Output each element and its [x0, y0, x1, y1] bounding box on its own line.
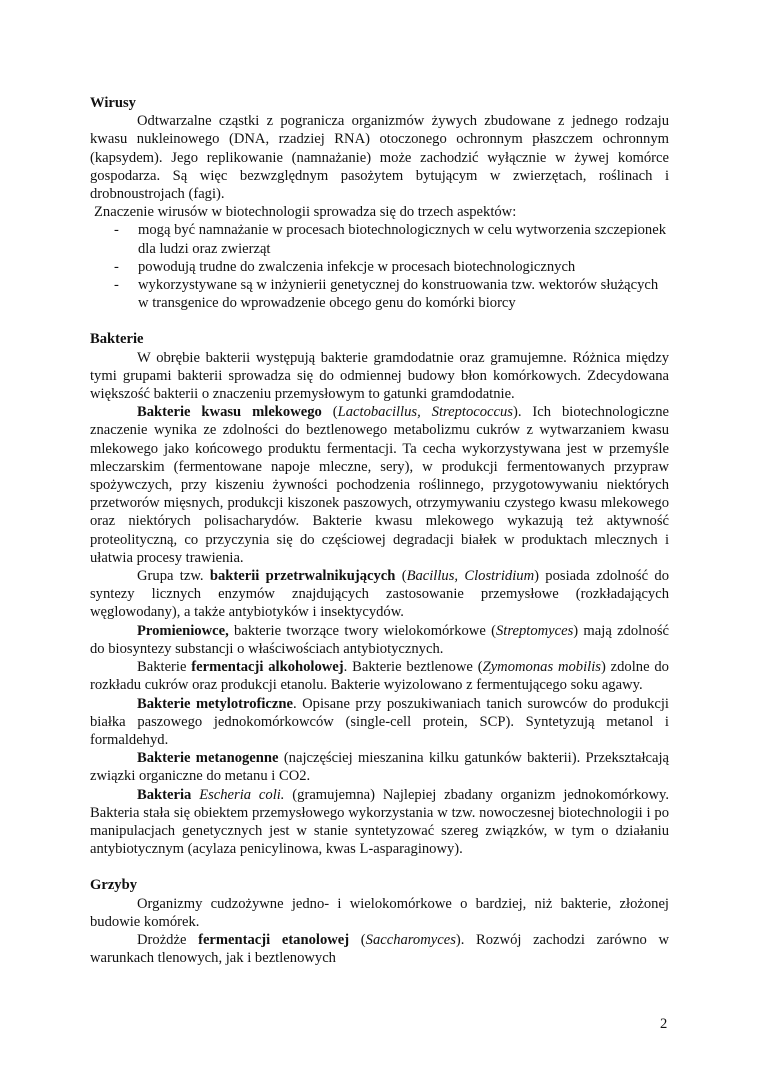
- paragraph-bakterie-intro: W obrębie bakterii występują bakterie gramdodatnie oraz gramujemne. Różnica między tymi grupami bakterii sprowadza się do odmiennej budowy błon komórkowych. Zdecydowana większość bakterii o znaczeniu przemysłowym to gatunki gramdodatnie.: [90, 349, 669, 403]
- heading-wirusy: Wirusy: [90, 95, 136, 111]
- page-body: [90, 94, 669, 967]
- paragraph-wirusy-intro: Odtwarzalne cząstki z pogranicza organizmów żywych zbudowane z jednego rodzaju kwasu nukleinowego (DNA, rzadziej RNA) otoczonego ochronnym płaszczem ochronnym (kapsydem). Jego replikowanie (namnażanie) może zachodzić wyłącznie w żywej komórce gospodarza. Są więc bezwzględnym pasożytem bytującym w zwierzętach, roślinach i drobnoustrojach (fagi).: [90, 113, 669, 203]
- paragraph-bakterie-alkoholowe: Bakterie fermentacji alkoholowej. Bakterie beztlenowe (Zymomonas mobilis) zdolne do rozkładu cukrów oraz produkcji etanolu. Bakterie wyizolowano z fermentującego soku agawy.: [90, 659, 669, 694]
- paragraph-promieniowce: Promieniowce, bakterie tworzące twory wielokomórkowe (Streptomyces) mają zdolność do biosyntezy substancji o właściwościach antybiotycznych.: [90, 622, 669, 657]
- list-item: - mogą być namnażanie w procesach biotechnologicznych w celu wytworzenia szczepionek dla ludzi oraz zwierząt: [90, 221, 669, 257]
- paragraph-bakterie-metylotroficzne: Bakterie metylotroficzne. Opisane przy poszukiwaniach tanich surowców do produkcji białka paszowego jednokomórkowców (single-cell protein, SCP). Syntetyzują metanol i formaldehyd.: [90, 695, 669, 748]
- paragraph-grzyby-intro: Organizmy cudzożywne jedno- i wielokomórkowe o bardziej, niż bakterie, złożonej budowie komórek.: [90, 895, 669, 930]
- page-number: 2: [660, 1016, 668, 1032]
- paragraph-bakterie-mlekowe: Bakterie kwasu mlekowego (Lactobacillus, Streptococcus). Ich biotechnologiczne znaczenie wynika ze zdolności do beztlenowego metabolizmu cukrów z wytwarzaniem kwasu mlekowego jako końcowego produktu fermentacji. Ta cecha wykorzystywana jest w przemyśle mleczarskim (fermentowane napoje mleczne, sery), w produkcji fermentowanych przypraw spożywczych, przy kiszeniu żywności pochodzenia roślinnego, przygotowywaniu niektórych przetworów mięsnych, produkcji kiszonek paszowych, otrzymywaniu czystego kwasu mlekowego oraz niektórych polisacharydów. Bakterie kwasu mlekowego wykazują też aktywność proteolityczną, co przyczynia się do częściowej degradacji białek w produktach mlecznych i ułatwia procesy trawienia.: [90, 404, 669, 566]
- list-wirusy-aspects: [90, 221, 669, 312]
- paragraph-bakterie-przetrwalnikujace: Grupa tzw. bakterii przetrwalnikujących (Bacillus, Clostridium) posiada zdolność do syntezy licznych enzymów znajdujących zastosowanie przemysłowe (rozkładających węglowodany), a także antybiotyków i insektycydów.: [90, 568, 669, 621]
- list-item: - wykorzystywane są w inżynierii genetycznej do konstruowania tzw. wektorów służących w transgenice do wprowadzenie obcego genu do komórki biorcy: [90, 276, 669, 312]
- heading-bakterie: Bakterie: [90, 331, 144, 348]
- paragraph-bakterie-metanogenne: Bakterie metanogenne (najczęściej mieszanina kilku gatunków bakterii). Przekształcają związki organiczne do metanu i CO2.: [90, 750, 669, 785]
- heading-grzyby: Grzyby: [90, 877, 138, 894]
- paragraph-escheria-coli: Bakteria Escheria coli. (gramujemna) Najlepiej zbadany organizm jednokomórkowy. Bakteria stała się obiektem przemysłowego wykorzystania w tzw. nowoczesnej biotechnologii i po manipulacjach genetycznych jest w stanie syntetyzować szereg związków, w tym o działaniu antybiotycznym (acylaza penicylinowa, kwas L-asparaginowy).: [90, 786, 669, 858]
- paragraph-wirusy-znaczenie: Znaczenie wirusów w biotechnologii sprowadza się do trzech aspektów:: [94, 204, 517, 221]
- list-item: - powodują trudne do zwalczenia infekcje w procesach biotechnologicznych: [90, 258, 669, 276]
- paragraph-drozdze: Drożdże fermentacji etanolowej (Saccharomyces). Rozwój zachodzi zarówno w warunkach tlenowych, jak i beztlenowych: [90, 931, 670, 967]
